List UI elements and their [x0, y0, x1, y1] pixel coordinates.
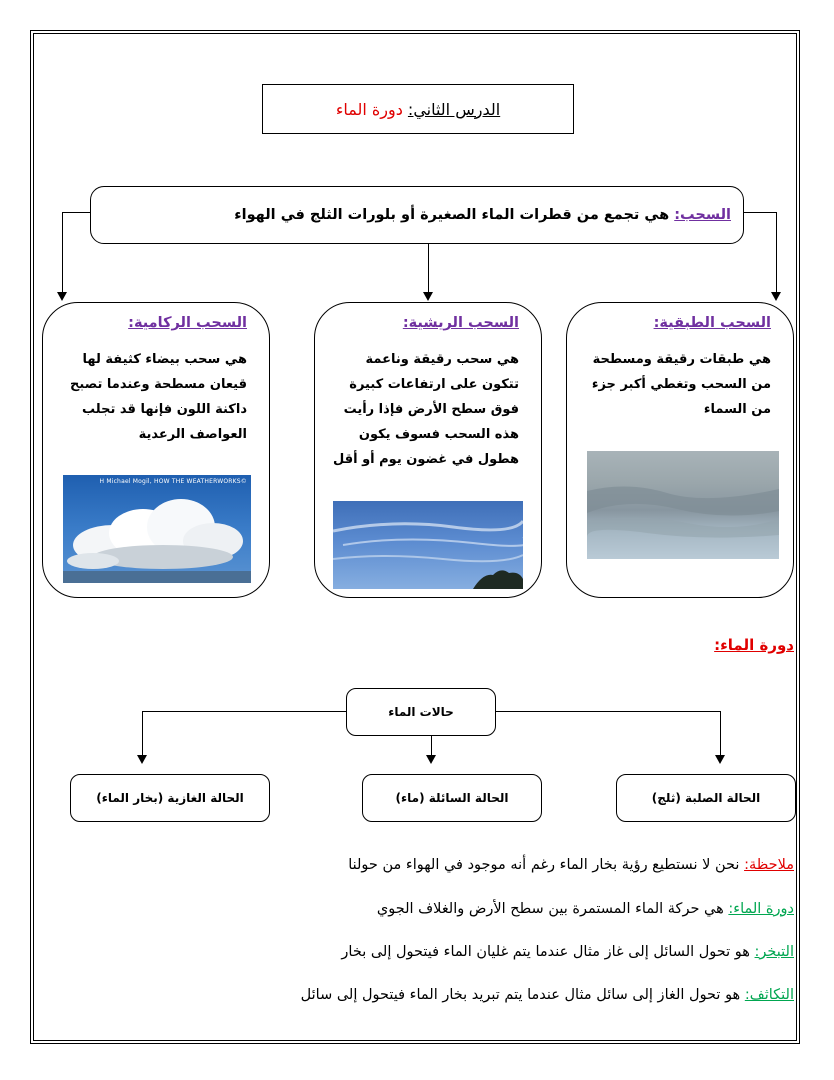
card-stratus-clouds: [566, 302, 794, 598]
connector-line: [142, 711, 143, 755]
card-description: هي سحب بيضاء كثيفة لها قيعان مسطحة وعندما تصبح داكنة اللون فإنها قد تجلب العواصف الرعدية: [70, 352, 247, 442]
note-label: دورة الماء:: [728, 901, 794, 917]
lesson-title-box: [262, 84, 574, 134]
note-evaporation: [341, 944, 794, 960]
note-text: هو تحول الغاز إلى سائل مثال عندما يتم تبريد بخار الماء فيتحول إلى سائل: [300, 987, 745, 1003]
connector-line: [496, 711, 720, 712]
cirrus-cloud-photo: [333, 501, 523, 589]
state-solid-box: الحالة الصلبة (ثلج): [616, 774, 796, 822]
arrow-down-icon: [715, 755, 725, 764]
water-states-root: حالات الماء: [346, 688, 496, 736]
note-label: التكاثف:: [744, 987, 794, 1003]
connector-line: [428, 244, 429, 292]
connector-line: [744, 212, 776, 213]
card-title: السحب الريشية:: [402, 315, 519, 331]
connector-line: [142, 711, 346, 712]
connector-line: [776, 212, 777, 294]
clouds-definition-term: السحب:: [674, 207, 731, 223]
arrow-down-icon: [57, 292, 67, 301]
card-title: السحب الركامية:: [128, 315, 247, 331]
note-label: التبخر:: [754, 944, 794, 960]
card-cumulus-clouds: [42, 302, 270, 598]
connector-line: [62, 212, 63, 294]
note-text: هي حركة الماء المستمرة بين سطح الأرض والغلاف الجوي: [376, 901, 729, 917]
arrow-down-icon: [137, 755, 147, 764]
arrow-down-icon: [426, 755, 436, 764]
clouds-definition-box: [90, 186, 744, 244]
clouds-definition-text: هي تجمع من قطرات الماء الصغيرة أو بلورات الثلج في الهواء: [234, 207, 670, 223]
lesson-title-prefix: الدرس الثاني:: [407, 99, 501, 119]
note-condensation: [301, 987, 794, 1003]
cumulus-cloud-photo: [63, 475, 251, 583]
state-gas-box: الحالة الغازية (بخار الماء): [70, 774, 270, 822]
card-title: السحب الطبقية:: [653, 315, 771, 331]
card-description: هي سحب رقيقة وناعمة تتكون على ارتفاعات كبيرة فوق سطح الأرض فإذا رأيت هذه السحب فسوف يكون هطول في غضون يوم أو أقل: [332, 352, 519, 467]
water-cycle-heading: دورة الماء:: [714, 636, 794, 654]
stratus-cloud-photo: [587, 451, 779, 559]
note-text: هو تحول السائل إلى غاز مثال عندما يتم غليان الماء فيتحول إلى بخار: [341, 944, 755, 960]
card-cirrus-clouds: [314, 302, 542, 598]
card-description: هي طبقات رقيقة ومسطحة من السحب وتغطي أكبر جزء من السماء: [591, 352, 771, 417]
state-liquid-box: الحالة السائلة (ماء): [362, 774, 542, 822]
note-observation: [348, 857, 794, 873]
connector-line: [62, 212, 90, 213]
arrow-down-icon: [423, 292, 433, 301]
note-water-cycle: [377, 901, 794, 917]
arrow-down-icon: [771, 292, 781, 301]
photo-credit: ©H Michael Mogil, HOW THE WEATHERWORKS: [99, 478, 247, 485]
note-text: نحن لا نستطيع رؤية بخار الماء رغم أنه موجود في الهواء من حولنا: [348, 857, 745, 873]
lesson-title-topic: دورة الماء: [335, 99, 403, 119]
connector-line: [720, 711, 721, 755]
note-label: ملاحظة:: [744, 857, 794, 873]
